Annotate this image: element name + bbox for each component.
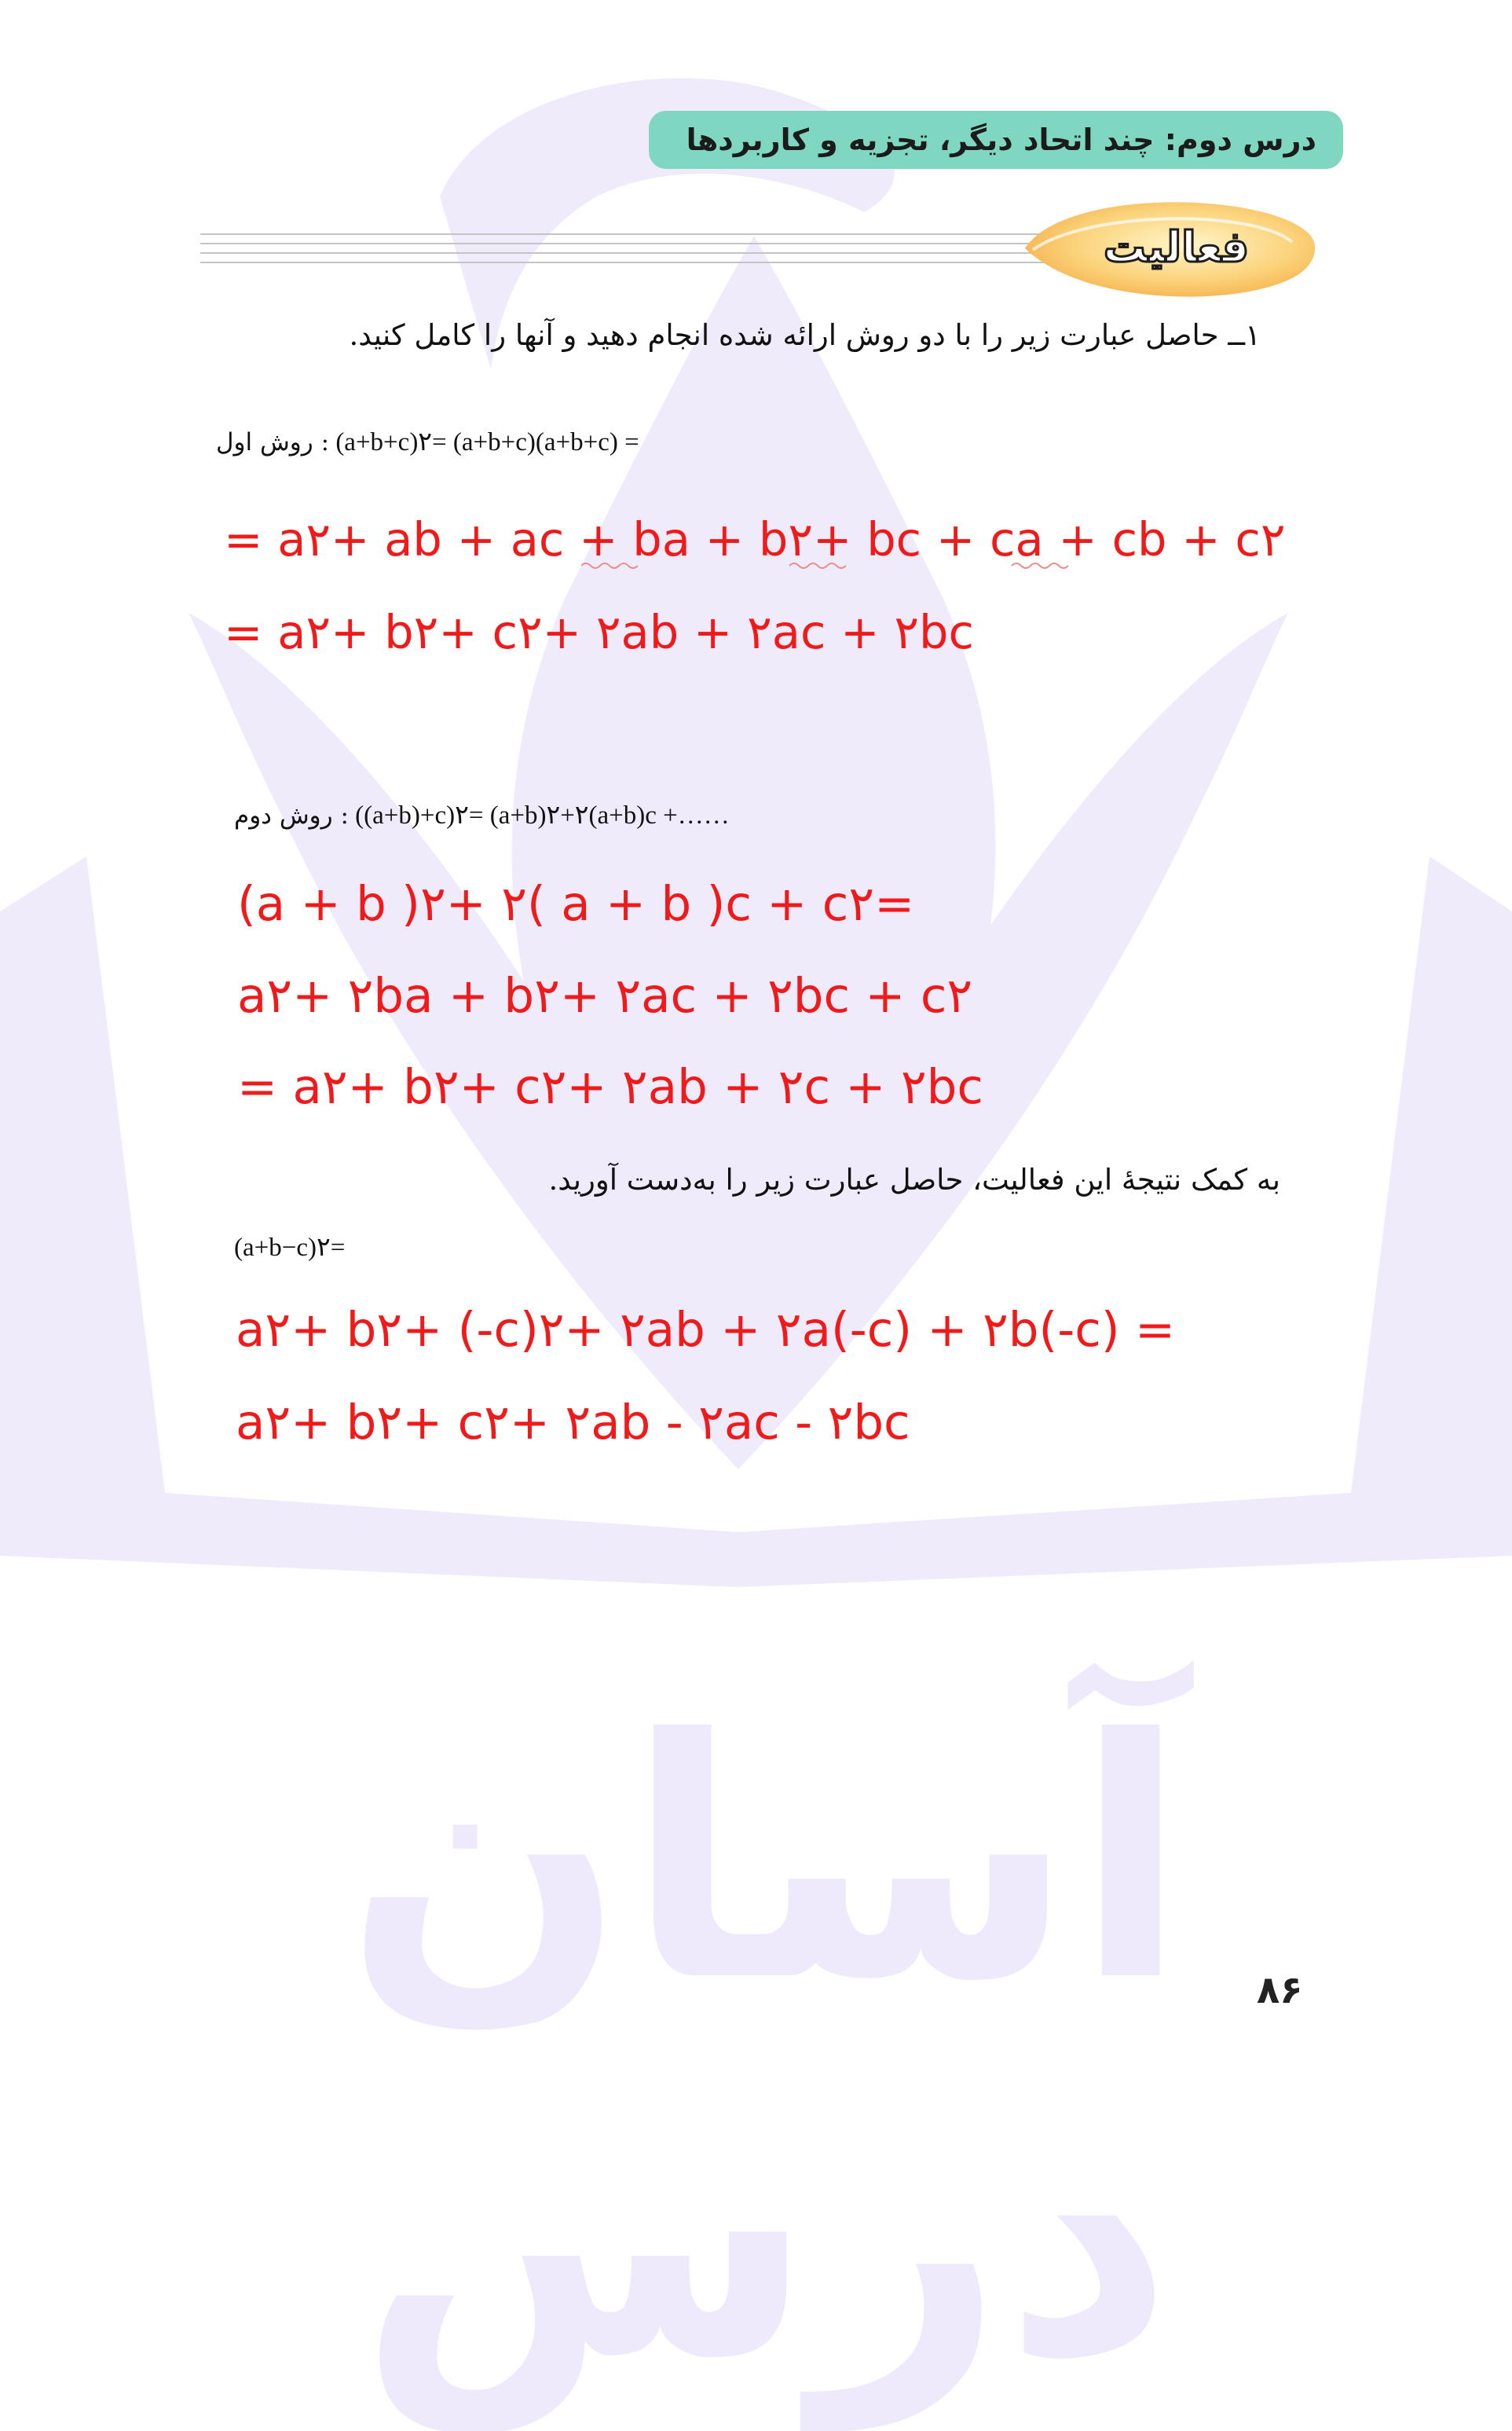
lesson-title: درس دوم: چند اتحاد دیگر، تجزیه و کاربردها [686, 123, 1316, 157]
method2-answer-line-2: a۲+ ۲ba + b۲+ ۲ac + ۲bc + c۲ [237, 968, 973, 1024]
activity-badge-label: فعالیت [1103, 222, 1250, 272]
followup-answer-line-1: a۲+ b۲+ (-c)۲+ ۲ab + ۲a(-c) + ۲b(-c) = [236, 1302, 1176, 1358]
followup-answer-line-2: a۲+ b۲+ c۲+ ۲ab - ۲ac - ۲bc [236, 1395, 910, 1450]
method1-line [216, 426, 639, 457]
lesson-title-bar [649, 111, 1343, 169]
method2-expression: ((a+b)+c)۲= (a+b)۲+۲(a+b)c +…… [355, 801, 730, 830]
method1-label: روش اول : [216, 428, 330, 456]
method1-expression: (a+b+c)۲= (a+b+c)(a+b+c) = [335, 428, 639, 456]
followup-expression: (a+b−c)۲= [234, 1234, 346, 1262]
method2-label: روش دوم : [234, 801, 349, 830]
method1-answer-line-1: = a۲+ ab + ac + ba + b۲+ bc + ca + cb + c۲ [224, 512, 1286, 566]
page-number: ۸۶ [1257, 1968, 1303, 2012]
method2-answer-line-3: = a۲+ b۲+ c۲+ ۲ab + ۲c + ۲bc [237, 1059, 983, 1115]
followup-text: به کمک نتیجهٔ این فعالیت، حاصل عبارت زیر را به‌دست آورید. [548, 1163, 1280, 1197]
red-squiggle-underlines [581, 559, 1155, 572]
section-divider-lines [200, 233, 1104, 268]
method2-line [234, 799, 730, 830]
question-text: ۱ــ حاصل عبارت زیر را با دو روش ارائه شده انجام دهید و آنها را کامل کنید. [349, 318, 1261, 352]
watermark-text: آسان درس [344, 1670, 1188, 2431]
method2-answer-line-1: (a + b )۲+ ۲( a + b )c + c۲= [237, 876, 915, 932]
method1-answer-line-2: = a۲+ b۲+ c۲+ ۲ab + ۲ac + ۲bc [224, 605, 974, 659]
